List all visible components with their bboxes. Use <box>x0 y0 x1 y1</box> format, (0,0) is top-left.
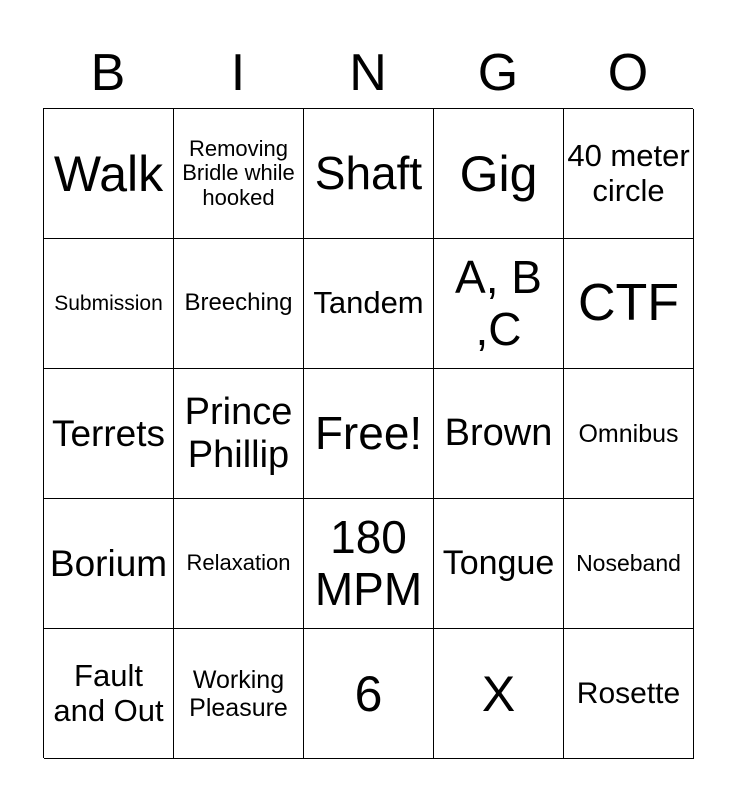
bingo-cell-r2c2[interactable]: Breeching <box>174 239 304 369</box>
bingo-cell-r3c1[interactable]: Terrets <box>44 369 174 499</box>
bingo-cell-r4c1[interactable]: Borium <box>44 499 174 629</box>
bingo-cell-r2c1[interactable]: Submission <box>44 239 174 369</box>
header-letter-g: G <box>477 44 519 102</box>
bingo-cell-r4c2[interactable]: Relaxation <box>174 499 304 629</box>
bingo-cell-r5c2[interactable]: Working Pleasure <box>174 629 304 759</box>
bingo-cell-r3c2[interactable]: Prince Phillip <box>174 369 304 499</box>
bingo-cell-r1c2[interactable]: Removing Bridle while hooked <box>174 109 304 239</box>
bingo-cell-r2c5[interactable]: CTF <box>564 239 694 369</box>
bingo-cell-r3c5[interactable]: Omnibus <box>564 369 694 499</box>
bingo-cell-r1c1[interactable]: Walk <box>44 109 174 239</box>
bingo-cell-r1c5[interactable]: 40 meter circle <box>564 109 694 239</box>
bingo-cell-r2c3[interactable]: Tandem <box>304 239 434 369</box>
bingo-cell-r5c5[interactable]: Rosette <box>564 629 694 759</box>
bingo-cell-r5c4[interactable]: X <box>434 629 564 759</box>
header-letter-o: O <box>607 44 649 102</box>
bingo-cell-r2c4[interactable]: A, B ,C <box>434 239 564 369</box>
header-letter-i: I <box>230 44 246 102</box>
bingo-cell-r1c3[interactable]: Shaft <box>304 109 434 239</box>
bingo-cell-r4c3[interactable]: 180 MPM <box>304 499 434 629</box>
bingo-cell-r3c4[interactable]: Brown <box>434 369 564 499</box>
bingo-cell-r4c4[interactable]: Tongue <box>434 499 564 629</box>
bingo-cell-r4c5[interactable]: Noseband <box>564 499 694 629</box>
header-letter-n: N <box>349 44 387 102</box>
bingo-cell-r5c1[interactable]: Fault and Out <box>44 629 174 759</box>
header-letter-b: B <box>90 44 126 102</box>
bingo-cell-r1c4[interactable]: Gig <box>434 109 564 239</box>
bingo-header <box>43 38 693 108</box>
bingo-cell-r5c3[interactable]: 6 <box>304 629 434 759</box>
bingo-cell-free[interactable]: Free! <box>304 369 434 499</box>
bingo-board <box>43 108 693 758</box>
